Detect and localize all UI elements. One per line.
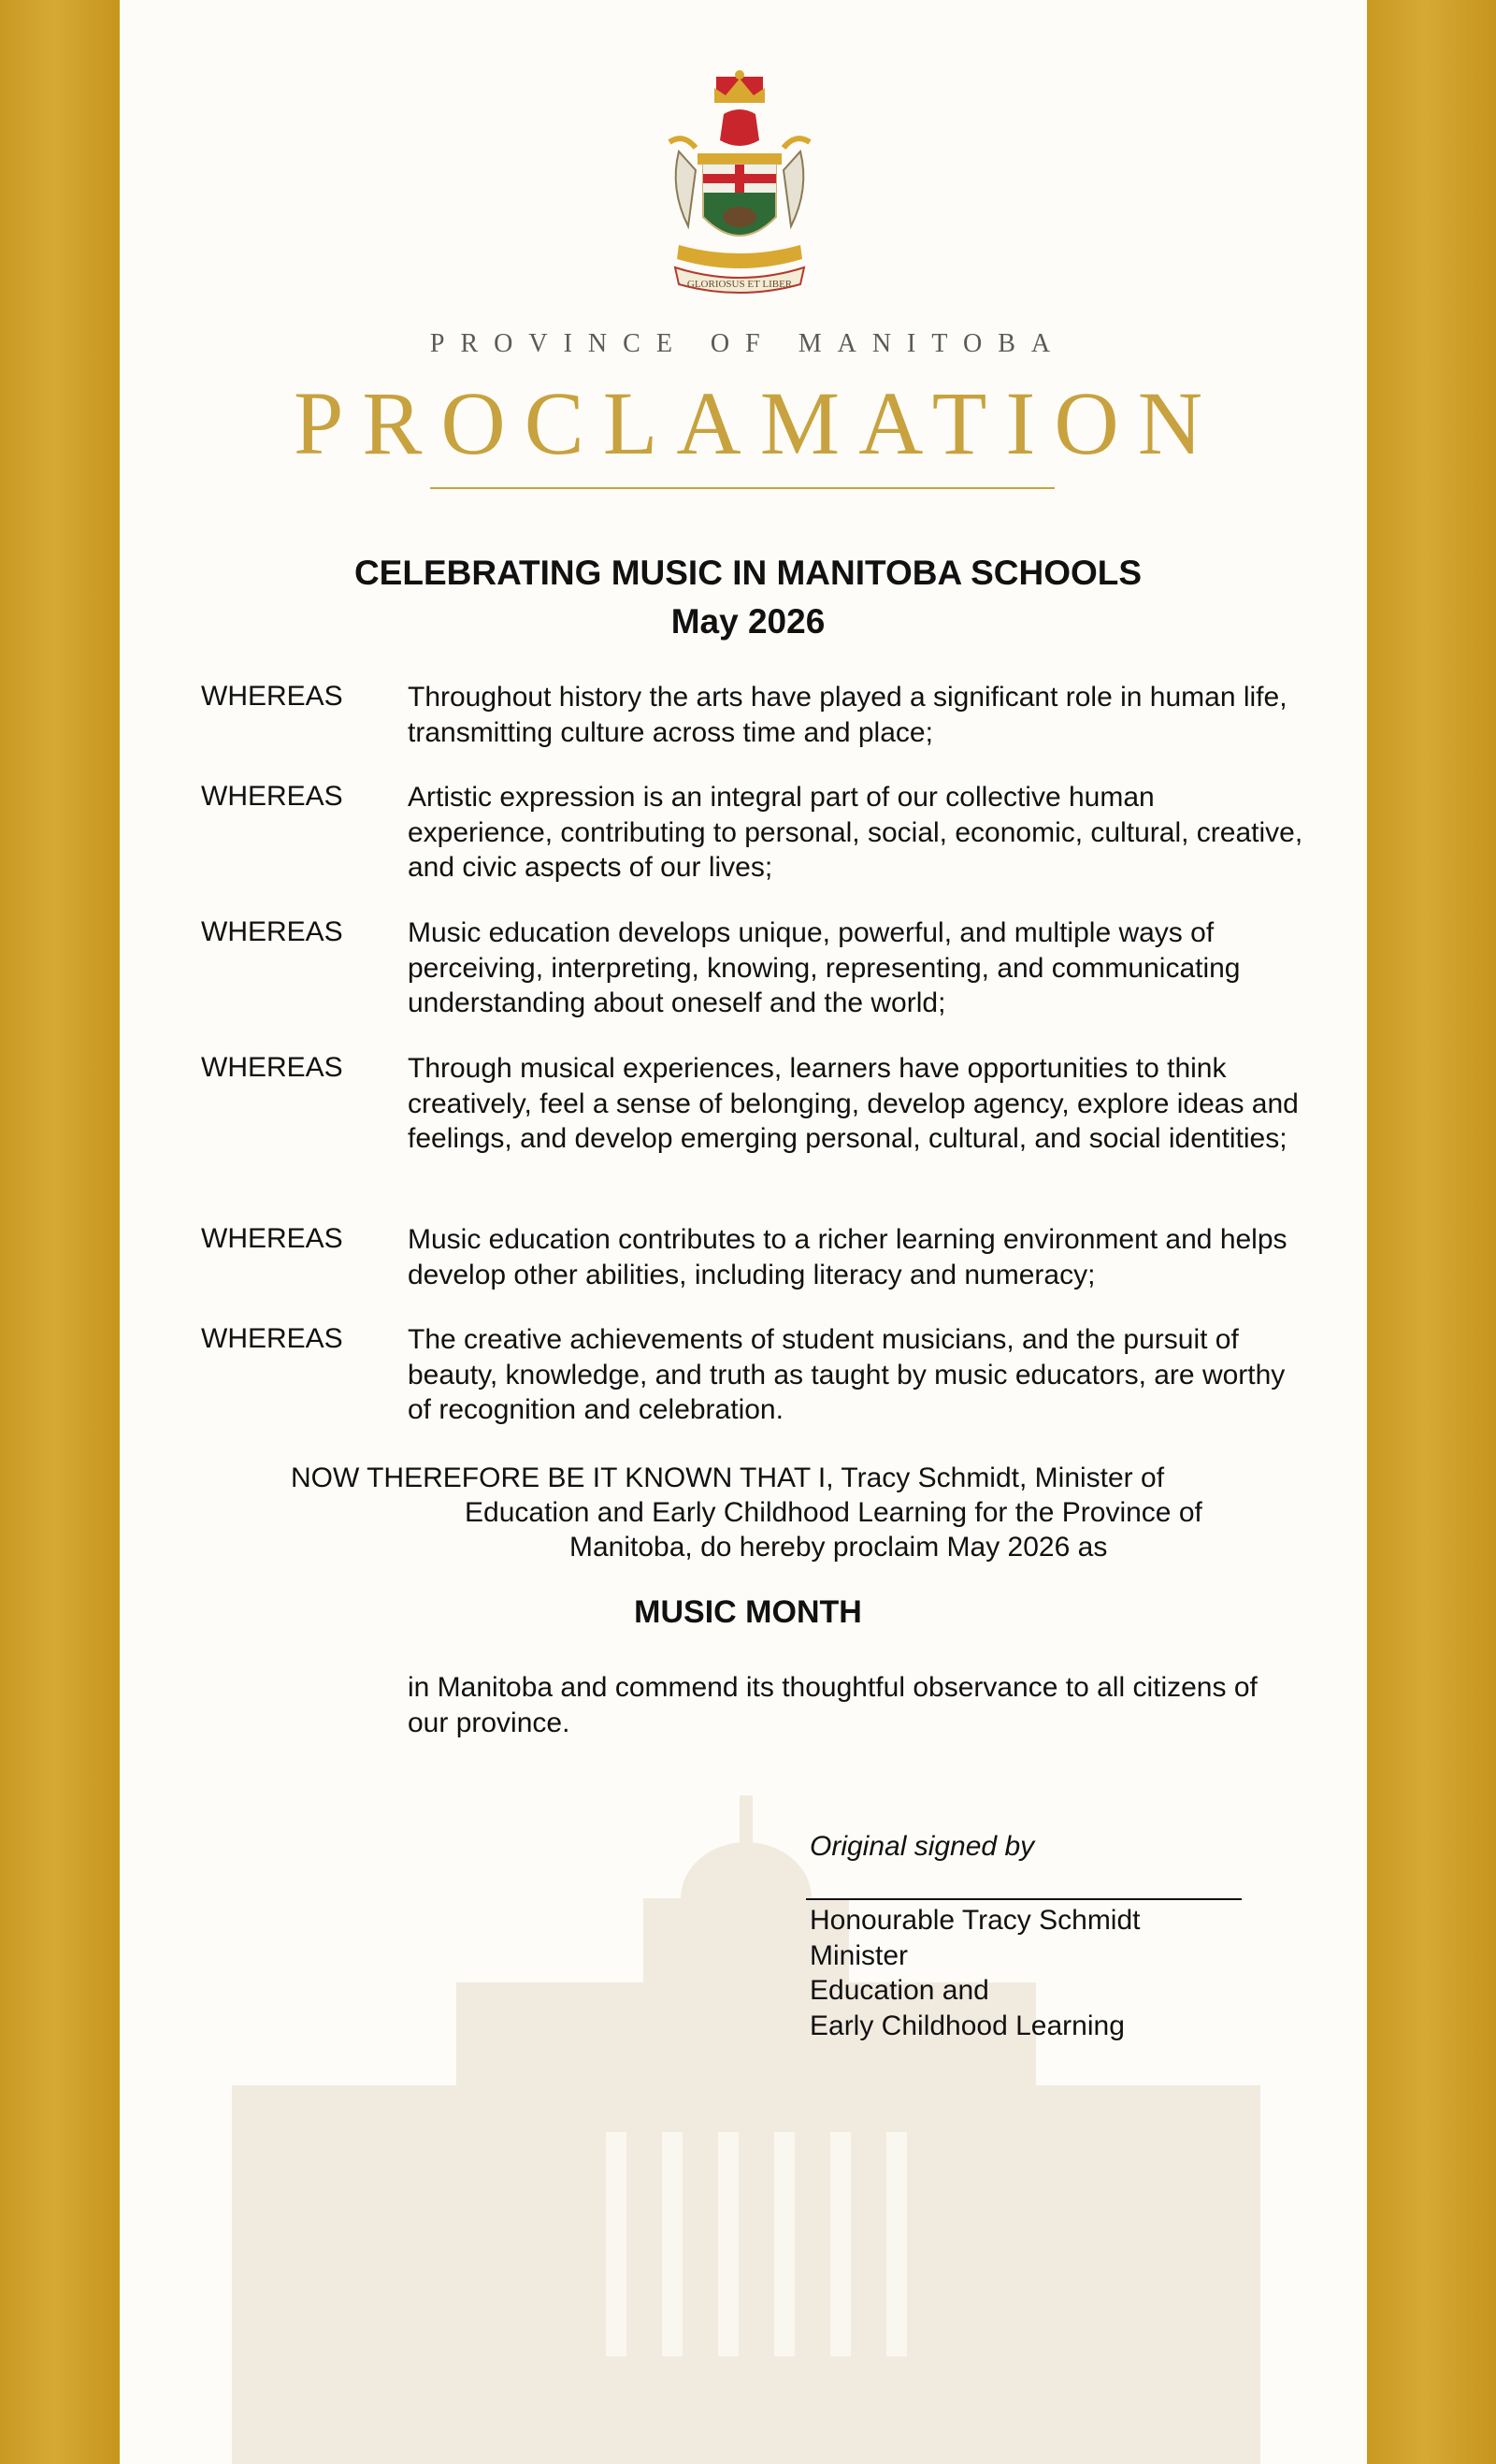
whereas-text: The creative achievements of student musicians, and the pursuit of beauty, knowledge, and truth as taught by music educators, are worthy of recognition and celebration. <box>408 1324 1286 1425</box>
signature-block <box>810 1903 1141 2043</box>
whereas-label: WHEREAS <box>201 681 343 712</box>
whereas-label: WHEREAS <box>201 916 343 947</box>
proclamation-heading: PROCLAMATION <box>293 373 1222 473</box>
whereas-label: WHEREAS <box>201 781 343 812</box>
svg-text:GLORIOSUS ET LIBER: GLORIOSUS ET LIBER <box>686 279 793 290</box>
original-signed-note: Original signed by <box>810 1831 1035 1862</box>
heading-divider <box>430 487 1055 489</box>
legislative-building-watermark <box>120 1777 1367 2464</box>
closing-paragraph: in Manitoba and commend its thoughtful observance to all citizens of our province. <box>408 1672 1258 1738</box>
manitoba-coat-of-arms-logo <box>641 67 838 310</box>
signatory-department: Education and <box>810 1975 989 2006</box>
signatory-role: Minister <box>810 1939 909 1971</box>
province-heading: PROVINCE OF MANITOBA <box>429 329 1067 358</box>
crown-icon <box>714 70 765 103</box>
signatory-name: Honourable Tracy Schmidt <box>810 1905 1141 1936</box>
document-date: May 2026 <box>670 602 826 641</box>
now-therefore-line: Education and Early Childhood Learning for the Province of <box>465 1497 1202 1528</box>
left-gold-border <box>0 0 120 2464</box>
right-gold-border <box>1367 0 1496 2464</box>
whereas-text: Music education develops unique, powerful, and multiple ways of perceiving, interpreting, knowing, representing, and communicating understanding about oneself and the world; <box>408 917 1241 1018</box>
whereas-text: Throughout history the arts have played a significant role in human life, transmitting culture across time and place; <box>408 682 1287 748</box>
proclaimed-event-title: MUSIC MONTH <box>634 1594 862 1630</box>
whereas-label: WHEREAS <box>201 1223 343 1254</box>
now-therefore-line: Manitoba, do hereby proclaim May 2026 as <box>569 1532 1108 1563</box>
whereas-text: Artistic expression is an integral part of our collective human experience, contributing to personal, social, economic, cultural, creative, and civic aspects of our lives; <box>408 782 1303 883</box>
whereas-text: Through musical experiences, learners have opportunities to think creatively, feel a sense of belonging, develop agency, explore ideas and feelings, and develop emerging personal, cultural, and social identities; <box>408 1053 1299 1154</box>
signature-line <box>806 1898 1242 1900</box>
whereas-text: Music education contributes to a richer learning environment and helps develop other abilities, including literacy and numeracy; <box>408 1224 1287 1290</box>
document-title: CELEBRATING MUSIC IN MANITOBA SCHOOLS <box>353 554 1143 592</box>
whereas-label: WHEREAS <box>201 1052 343 1083</box>
whereas-label: WHEREAS <box>201 1323 343 1354</box>
signatory-department: Early Childhood Learning <box>810 2010 1125 2041</box>
now-therefore-line: NOW THEREFORE BE IT KNOWN THAT I, Tracy Schmidt, Minister of <box>291 1463 1165 1493</box>
